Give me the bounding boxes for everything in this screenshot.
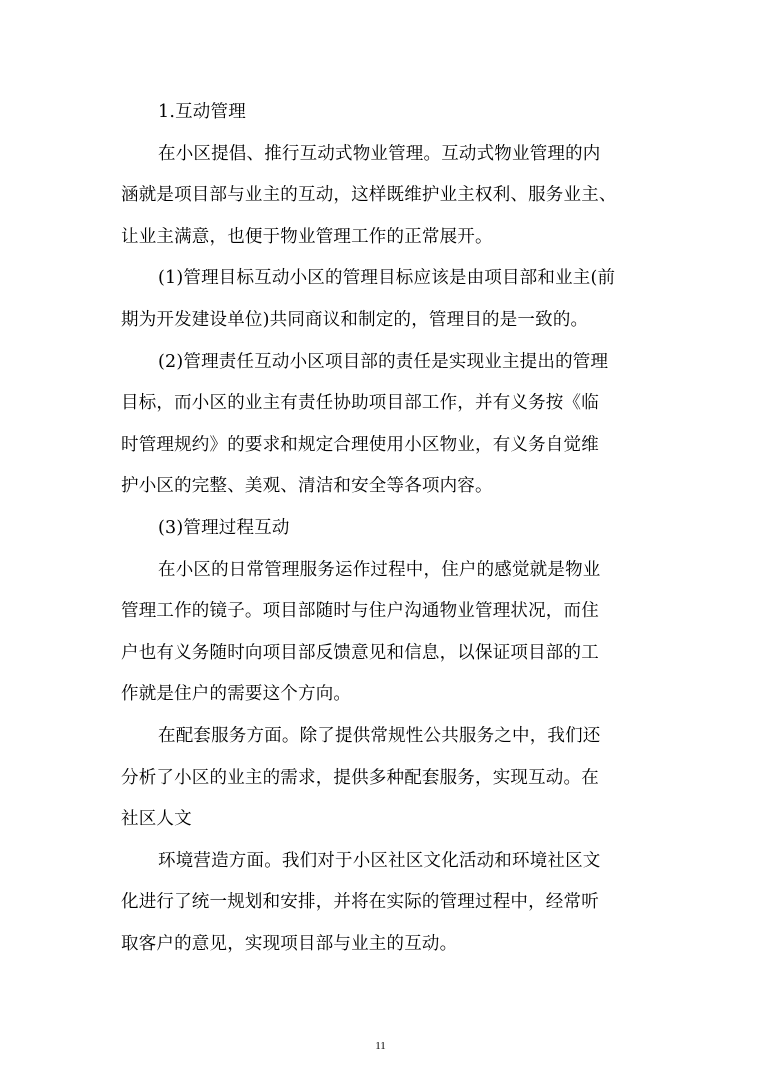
text-line: 期为开发建设单位)共同商议和制定的，管理目的是一致的。 (121, 309, 589, 330)
text-line: 分析了小区的业主的需求，提供多种配套服务，实现互动。在 (121, 767, 599, 788)
text-line: 在配套服务方面。除了提供常规性公共服务之中，我们还 (158, 725, 601, 746)
text-line: 作就是住户的需要这个方向。 (121, 684, 352, 705)
text-line: 管理工作的镜子。项目部随时与住户沟通物业管理状况，而住 (121, 601, 599, 622)
text-line: 在小区的日常管理服务运作过程中，住户的感觉就是物业 (158, 559, 601, 580)
text-line: 1.互动管理 (158, 102, 246, 122)
text-line: 护小区的完整、美观、清洁和安全等各项内容。 (121, 476, 493, 497)
page-number: 11 (375, 1040, 386, 1052)
text-line: 在小区提倡、推行互动式物业管理。互动式物业管理的内 (158, 143, 601, 164)
text-line: 社区人文 (121, 809, 192, 830)
text-line: (2)管理责任互动小区项目部的责任是实现业主提出的管理 (158, 351, 609, 372)
text-line: 让业主满意，也便于物业管理工作的正常展开。 (121, 226, 493, 247)
text-line: 时管理规约》的要求和规定合理使用小区物业，有义务自觉维 (121, 434, 599, 455)
body-text (121, 92, 641, 965)
text-line: 户也有义务随时向项目部反馈意见和信息，以保证项目部的工 (121, 642, 599, 663)
text-line: 化进行了统一规划和安排，并将在实际的管理过程中，经常听 (121, 892, 599, 913)
text-line: 取客户的意见，实现项目部与业主的互动。 (121, 933, 458, 954)
text-line: 环境营造方面。我们对于小区社区文化活动和环境社区文 (158, 850, 601, 871)
text-line: (3)管理过程互动 (158, 517, 290, 538)
text-line: 涵就是项目部与业主的互动，这样既维护业主权利、服务业主、 (121, 185, 617, 206)
text-line: 目标，而小区的业主有责任协助项目部工作，并有义务按《临 (121, 393, 599, 414)
text-line: (1)管理目标互动小区的管理目标应该是由项目部和业主(前 (158, 268, 616, 289)
